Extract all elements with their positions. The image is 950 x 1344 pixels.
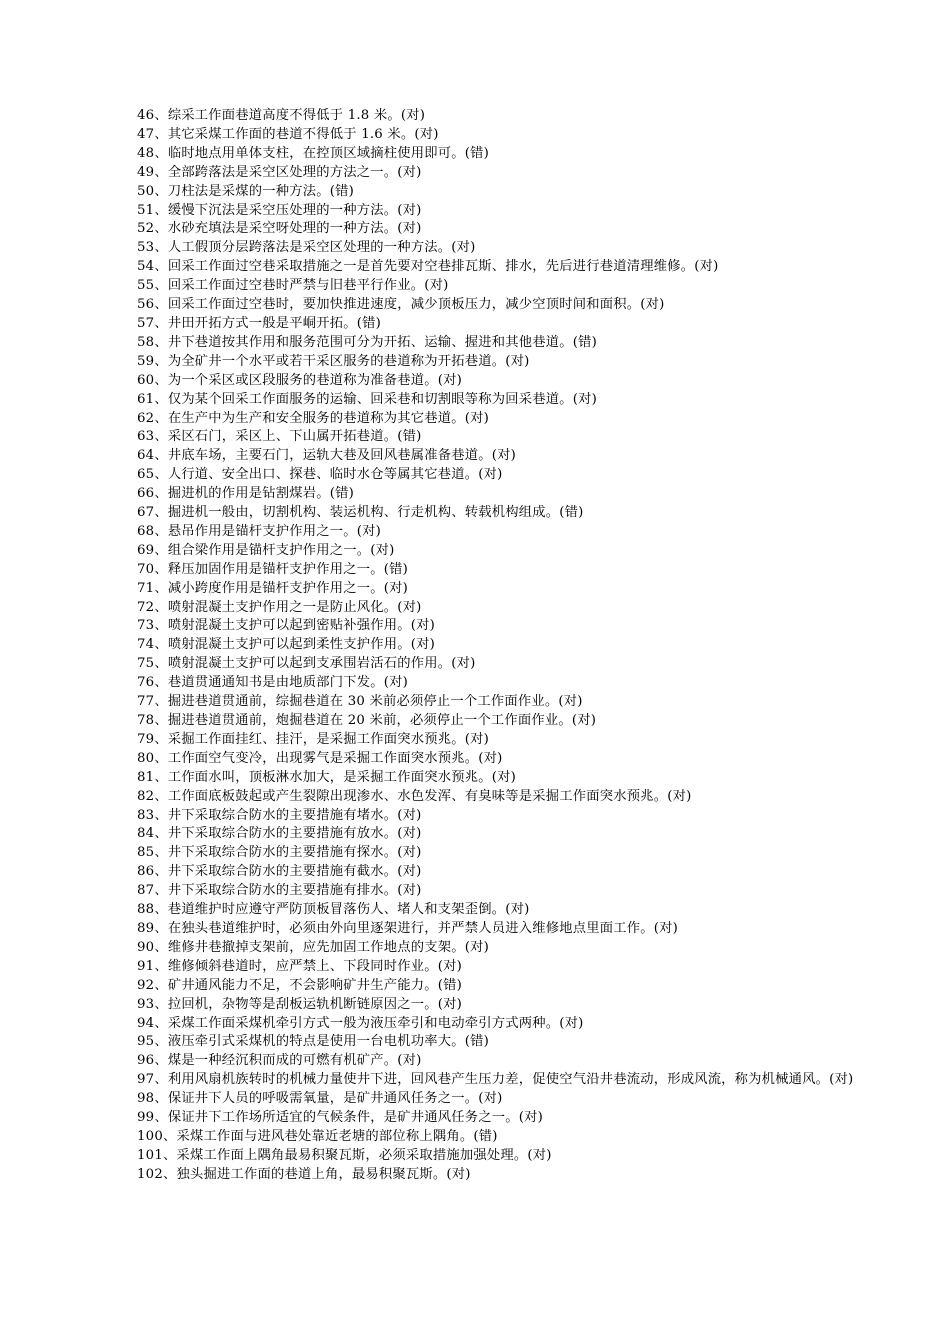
list-item <box>106 239 854 258</box>
item-text: 65、人行道、安全出口、探巷、临时水仓等属其它巷道。(对) <box>137 467 503 483</box>
item-text: 47、其它采煤工作面的巷道不得低于 1.6 米。(对) <box>137 126 439 142</box>
item-text: 99、保证井下工作场所适宜的气候条件，是矿井通风任务之一。(对) <box>137 1110 544 1126</box>
item-text: 95、液压牵引式采煤机的特点是使用一台电机功率大。(错) <box>137 1034 490 1050</box>
item-text: 87、井下采取综合防水的主要措施有排水。(对) <box>137 883 422 899</box>
list-item <box>106 1147 854 1166</box>
item-text: 97、利用风扇机族转时的机械力量使井下进，回风巷产生压力差，促使空气沿井巷流动，形成风流，称为机械通风。(对) <box>137 1072 854 1088</box>
item-text: 80、工作面空气变冷，出现雾气是采掘工作面突水预兆。(对) <box>137 750 503 766</box>
item-text: 75、喷射混凝土支护可以起到支承围岩活石的作用。(对) <box>137 656 476 672</box>
list-item <box>106 731 854 750</box>
list-item <box>106 277 854 296</box>
item-text: 64、井底车场，主要石门，运轨大巷及回风巷属准备巷道。(对) <box>137 448 517 464</box>
list-item <box>106 825 854 844</box>
item-text: 98、保证井下人员的呼吸需氧量，是矿井通风任务之一。(对) <box>137 1091 503 1107</box>
item-text: 101、采煤工作面上隅角最易积聚瓦斯，必须采取措施加强处理。(对) <box>137 1147 552 1163</box>
item-text: 69、组合梁作用是锚杆支护作用之一。(对) <box>137 542 395 558</box>
list-item <box>106 542 854 561</box>
list-item <box>106 750 854 769</box>
item-text: 49、全部跨落法是采空区处理的方法之一。(对) <box>137 164 422 180</box>
list-item <box>106 712 854 731</box>
item-text: 56、回采工作面过空巷时，要加快推进速度，减少顶板压力，减少空顶时间和面积。(对) <box>137 297 665 313</box>
list-item <box>106 220 854 239</box>
list-item <box>106 428 854 447</box>
list-item <box>106 523 854 542</box>
list-item <box>106 447 854 466</box>
item-text: 66、掘进机的作用是钻割煤岩。(错) <box>137 486 355 502</box>
list-item <box>106 504 854 523</box>
list-item <box>106 202 854 221</box>
item-text: 86、井下采取综合防水的主要措施有截水。(对) <box>137 864 422 880</box>
item-text: 76、巷道贯通通知书是由地质部门下发。(对) <box>137 675 409 691</box>
item-text: 63、采区石门，采区上、下山属开拓巷道。(错) <box>137 429 422 445</box>
list-item <box>106 580 854 599</box>
list-item <box>106 636 854 655</box>
list-item <box>106 939 854 958</box>
item-text: 61、仅为某个回采工作面服务的运输、回采巷和切割眼等称为回采巷道。(对) <box>137 391 597 407</box>
item-text: 93、拉回机，杂物等是刮板运轨机断链原因之一。(对) <box>137 996 463 1012</box>
item-text: 46、综采工作面巷道高度不得低于 1.8 米。(对) <box>137 108 426 123</box>
list-item <box>106 920 854 939</box>
list-item <box>106 258 854 277</box>
list-item <box>106 599 854 618</box>
item-text: 90、维修井巷撤掉支架前，应先加固工作地点的支架。(对) <box>137 939 490 955</box>
list-item <box>106 1033 854 1052</box>
list-item <box>106 1166 854 1185</box>
item-text: 73、喷射混凝土支护可以起到密贴补强作用。(对) <box>137 618 436 634</box>
list-item <box>106 1128 854 1147</box>
list-item <box>106 901 854 920</box>
item-text: 54、回采工作面过空巷采取措施之一是首先要对空巷排瓦斯、排水，先后进行巷道清理维修。(对) <box>137 259 719 275</box>
list-item <box>106 882 854 901</box>
item-text: 72、喷射混凝土支护作用之一是防止风化。(对) <box>137 599 422 615</box>
item-text: 83、井下采取综合防水的主要措施有堵水。(对) <box>137 807 422 823</box>
item-text: 53、人工假顶分层跨落法是采空区处理的一种方法。(对) <box>137 240 476 256</box>
item-text: 77、掘进巷道贯通前，综掘巷道在 30 米前必须停止一个工作面作业。(对) <box>137 694 583 710</box>
list-item <box>106 788 854 807</box>
list-item <box>106 977 854 996</box>
list-item <box>106 183 854 202</box>
item-text: 94、采煤工作面采煤机牵引方式一般为液压牵引和电动牵引方式两种。(对) <box>137 1015 584 1031</box>
list-item <box>106 353 854 372</box>
list-item <box>106 844 854 863</box>
list-item <box>106 1052 854 1071</box>
list-item <box>106 485 854 504</box>
list-item <box>106 410 854 429</box>
list-item <box>106 372 854 391</box>
list-item <box>106 863 854 882</box>
list-item <box>106 334 854 353</box>
list-item <box>106 655 854 674</box>
item-text: 55、回采工作面过空巷时严禁与旧巷平行作业。(对) <box>137 278 449 294</box>
list-item <box>106 693 854 712</box>
item-text: 100、采煤工作面与进风巷处靠近老塘的部位称上隅角。(错) <box>137 1128 498 1144</box>
list-item <box>106 769 854 788</box>
list-item <box>106 296 854 315</box>
list-item <box>106 1109 854 1128</box>
item-text: 91、维修倾斜巷道时，应严禁上、下段同时作业。(对) <box>137 958 463 974</box>
item-text: 71、减小跨度作用是锚杆支护作用之一。(对) <box>137 580 409 596</box>
list-item <box>106 164 854 183</box>
item-text: 51、缓慢下沉法是采空压处理的一种方法。(对) <box>137 202 422 218</box>
item-text: 60、为一个采区或区段服务的巷道称为准备巷道。(对) <box>137 372 463 388</box>
item-text: 59、为全矿井一个水平或若干采区服务的巷道称为开拓巷道。(对) <box>137 353 530 369</box>
question-list <box>106 107 854 1185</box>
item-text: 78、掘进巷道贯通前，炮掘巷道在 20 米前，必须停止一个工作面作业。(对) <box>137 713 597 728</box>
list-item <box>106 617 854 636</box>
item-text: 52、水砂充填法是采空呀处理的一种方法。(对) <box>137 221 422 237</box>
item-text: 96、煤是一种经沉积而成的可燃有机矿产。(对) <box>137 1053 422 1069</box>
list-item <box>106 1015 854 1034</box>
list-item <box>106 674 854 693</box>
item-text: 67、掘进机一般由，切割机构、装运机构、行走机构、转载机构组成。(错) <box>137 505 584 521</box>
item-text: 84、井下采取综合防水的主要措施有放水。(对) <box>137 826 422 842</box>
item-text: 62、在生产中为生产和安全服务的巷道称为其它巷道。(对) <box>137 410 490 426</box>
list-item <box>106 466 854 485</box>
item-text: 88、巷道维护时应遵守严防顶板冒落伤人、堵人和支架歪倒。(对) <box>137 902 530 918</box>
list-item <box>106 391 854 410</box>
list-item <box>106 958 854 977</box>
list-item <box>106 807 854 826</box>
list-item <box>106 315 854 334</box>
item-text: 57、井田开拓方式一般是平峒开拓。(错) <box>137 315 382 331</box>
item-text: 48、临时地点用单体支柱，在控顶区域摘柱使用即可。(错) <box>137 145 490 161</box>
item-text: 85、井下采取综合防水的主要措施有探水。(对) <box>137 845 422 861</box>
list-item <box>106 1071 854 1090</box>
list-item <box>106 1090 854 1109</box>
item-text: 50、刀柱法是采煤的一种方法。(错) <box>137 183 355 199</box>
item-text: 58、井下巷道按其作用和服务范围可分为开拓、运输、握进和其他巷道。(错) <box>137 334 597 350</box>
item-text: 70、释压加固作用是锚杆支护作用之一。(错) <box>137 561 409 577</box>
item-text: 82、工作面底板鼓起或产生裂隙出现渗水、水色发浑、有臭味等是采掘工作面突水预兆。(对) <box>137 788 692 804</box>
list-item <box>106 126 854 145</box>
item-text: 92、矿井通风能力不足，不会影响矿井生产能力。(错) <box>137 977 463 993</box>
item-text: 79、采掘工作面挂红、挂汗，是采掘工作面突水预兆。(对) <box>137 731 490 747</box>
item-text: 102、独头掘进工作面的巷道上角，最易积聚瓦斯。(对) <box>137 1166 471 1182</box>
item-text: 74、喷射混凝土支护可以起到柔性支护作用。(对) <box>137 637 436 653</box>
item-text: 68、悬吊作用是锚杆支护作用之一。(对) <box>137 523 382 539</box>
item-text: 89、在独头巷道维护时，必须由外向里逐架进行，并严禁人员进入维修地点里面工作。(对) <box>137 920 678 936</box>
list-item <box>106 107 854 126</box>
list-item <box>106 145 854 164</box>
list-item <box>106 996 854 1015</box>
item-text: 81、工作面水叫，顶板淋水加大，是采掘工作面突水预兆。(对) <box>137 769 517 785</box>
list-item <box>106 561 854 580</box>
